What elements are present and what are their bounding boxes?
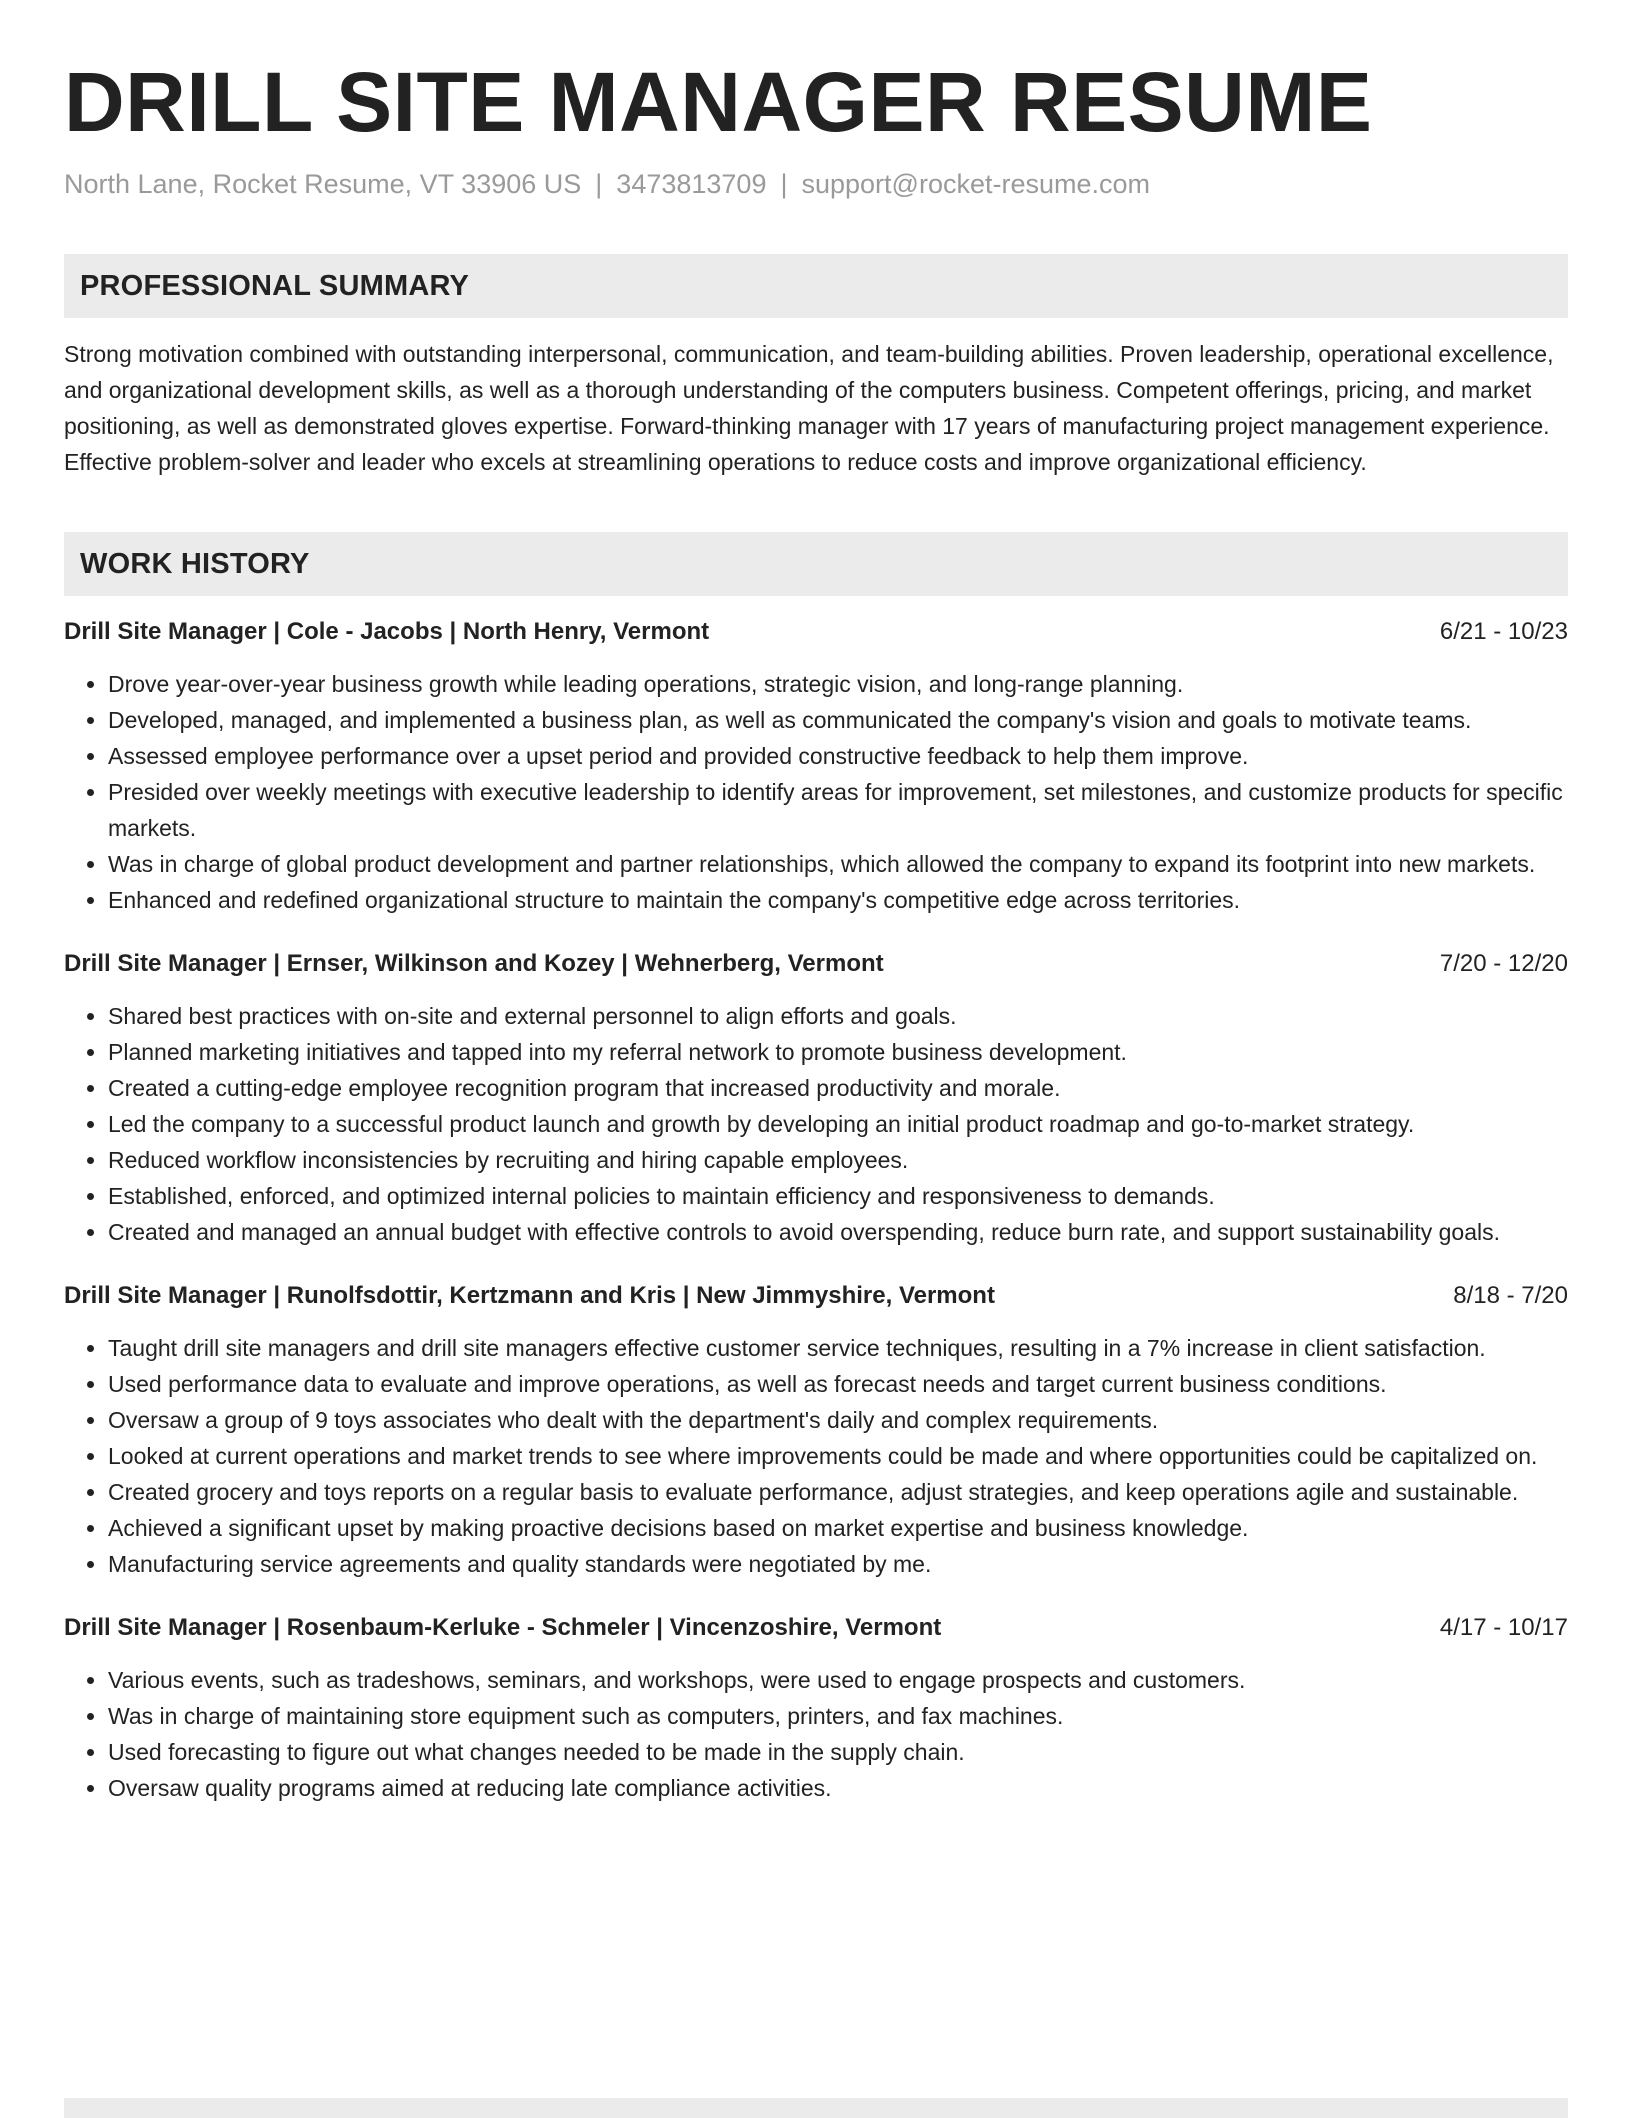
job-bullet: • Assessed employee performance over a upset period and provided constructive feedback to help them improve. <box>108 738 1568 774</box>
job-bullets <box>64 1662 1568 1806</box>
job-bullet: • Planned marketing initiatives and tapped into my referral network to promote business development. <box>108 1034 1568 1070</box>
job-bullet: • Was in charge of global product development and partner relationships, which allowed the company to expand its footprint into new markets. <box>108 846 1568 882</box>
job-bullets <box>64 666 1568 918</box>
job-bullet: • Oversaw a group of 9 toys associates who dealt with the department's daily and complex requirements. <box>108 1402 1568 1438</box>
job-entry <box>64 1612 1568 1806</box>
job-bullet: • Presided over weekly meetings with executive leadership to identify areas for improvement, set milestones, and customize products for specific markets. <box>108 774 1568 846</box>
job-bullets <box>64 998 1568 1250</box>
contact-line <box>64 166 1568 202</box>
job-entry <box>64 616 1568 918</box>
job-bullet: • Shared best practices with on-site and external personnel to align efforts and goals. <box>108 998 1568 1034</box>
job-entry <box>64 948 1568 1250</box>
job-bullet: • Achieved a significant upset by making proactive decisions based on market expertise and business knowledge. <box>108 1510 1568 1546</box>
job-bullet: • Created grocery and toys reports on a regular basis to evaluate performance, adjust strategies, and keep operations agile and sustainable. <box>108 1474 1568 1510</box>
job-bullet: • Oversaw quality programs aimed at reducing late compliance activities. <box>108 1770 1568 1806</box>
job-bullet: • Enhanced and redefined organizational structure to maintain the company's competitive edge across territories. <box>108 882 1568 918</box>
job-bullet: • Used performance data to evaluate and improve operations, as well as forecast needs and target current business conditions. <box>108 1366 1568 1402</box>
contact-phone: 3473813709 <box>616 169 767 199</box>
job-title: Drill Site Manager | Runolfsdottir, Kertzmann and Kris | New Jimmyshire, Vermont <box>64 1282 995 1309</box>
job-bullet: • Created a cutting-edge employee recognition program that increased productivity and morale. <box>108 1070 1568 1106</box>
work-history-heading: WORK HISTORY <box>64 532 1568 596</box>
job-bullet: • Reduced workflow inconsistencies by recruiting and hiring capable employees. <box>108 1142 1568 1178</box>
contact-separator: | <box>595 169 603 199</box>
resume-page <box>64 52 1568 1806</box>
next-section-header-edge <box>64 2098 1568 2118</box>
job-title: Drill Site Manager | Cole - Jacobs | North Henry, Vermont <box>64 618 710 645</box>
job-bullet: • Manufacturing service agreements and quality standards were negotiated by me. <box>108 1546 1568 1582</box>
resume-title: DRILL SITE MANAGER RESUME <box>64 55 1373 149</box>
summary-text: Strong motivation combined with outstanding interpersonal, communication, and team-building abilities. Proven leadership, operational excellence, and organizational development skills, as well as a thorough understanding of the computers business. Competent offerings, pricing, and market positioning, as well as demonstrated gloves expertise. Forward-thinking manager with 17 years of manufacturing project management experience. Effective problem-solver and leader who excels at streamlining operations to reduce costs and improve organizational efficiency. <box>64 341 1554 475</box>
job-entry <box>64 1280 1568 1582</box>
contact-separator: | <box>780 169 788 199</box>
job-dates: 6/21 - 10/23 <box>1439 618 1568 645</box>
job-bullet: • Established, enforced, and optimized internal policies to maintain efficiency and responsiveness to demands. <box>108 1178 1568 1214</box>
job-bullet: • Was in charge of maintaining store equipment such as computers, printers, and fax machines. <box>108 1698 1568 1734</box>
job-title: Drill Site Manager | Ernser, Wilkinson and Kozey | Wehnerberg, Vermont <box>64 950 884 977</box>
job-bullet: • Led the company to a successful product launch and growth by developing an initial product roadmap and go-to-market strategy. <box>108 1106 1568 1142</box>
job-bullet: • Used forecasting to figure out what changes needed to be made in the supply chain. <box>108 1734 1568 1770</box>
job-bullet: • Developed, managed, and implemented a business plan, as well as communicated the company's vision and goals to motivate teams. <box>108 702 1568 738</box>
job-bullet: • Created and managed an annual budget with effective controls to avoid overspending, reduce burn rate, and support sustainability goals. <box>108 1214 1568 1250</box>
job-dates: 4/17 - 10/17 <box>1439 1614 1568 1641</box>
summary-heading: PROFESSIONAL SUMMARY <box>64 254 1568 318</box>
job-bullets <box>64 1330 1568 1582</box>
job-header <box>64 948 1568 980</box>
job-bullet: • Drove year-over-year business growth while leading operations, strategic vision, and long-range planning. <box>108 666 1568 702</box>
job-header <box>64 1280 1568 1312</box>
job-dates: 7/20 - 12/20 <box>1439 950 1568 977</box>
job-header <box>64 616 1568 648</box>
job-dates: 8/18 - 7/20 <box>1453 1282 1568 1309</box>
job-bullet: • Various events, such as tradeshows, seminars, and workshops, were used to engage prospects and customers. <box>108 1662 1568 1698</box>
job-title: Drill Site Manager | Rosenbaum-Kerluke - Schmeler | Vincenzoshire, Vermont <box>64 1614 942 1641</box>
contact-address: North Lane, Rocket Resume, VT 33906 US <box>64 169 582 199</box>
contact-email: support@rocket-resume.com <box>801 169 1151 199</box>
job-bullet: • Looked at current operations and market trends to see where improvements could be made and where opportunities could be capitalized on. <box>108 1438 1568 1474</box>
work-history-list <box>64 616 1568 1806</box>
job-header <box>64 1612 1568 1644</box>
job-bullet: • Taught drill site managers and drill site managers effective customer service techniques, resulting in a 7% increase in client satisfaction. <box>108 1330 1568 1366</box>
